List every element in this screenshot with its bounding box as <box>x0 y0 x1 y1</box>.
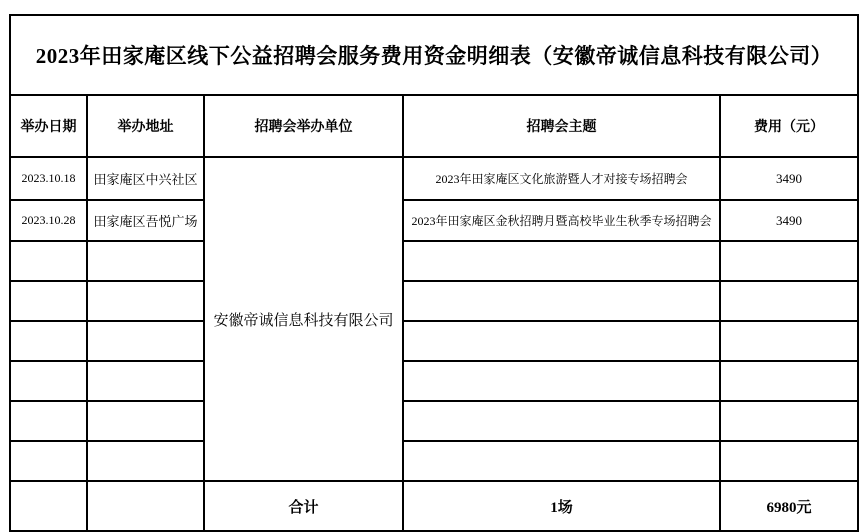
total-count-cell: 1场 <box>403 481 720 531</box>
empty-cell <box>720 281 858 321</box>
empty-cell <box>720 241 858 281</box>
theme-cell: 2023年田家庵区金秋招聘月暨高校毕业生秋季专场招聘会 <box>403 200 720 241</box>
total-row <box>10 481 858 531</box>
empty-cell <box>403 321 720 361</box>
total-label-cell: 合计 <box>204 481 403 531</box>
address-cell: 田家庵区中兴社区 <box>87 157 204 200</box>
address-cell: 田家庵区吾悦广场 <box>87 200 204 241</box>
empty-cell <box>87 321 204 361</box>
column-header-theme: 招聘会主题 <box>403 95 720 157</box>
empty-cell <box>403 361 720 401</box>
empty-cell <box>87 361 204 401</box>
fee-detail-table <box>9 14 859 532</box>
empty-cell <box>10 441 87 481</box>
empty-cell <box>87 241 204 281</box>
empty-cell <box>403 401 720 441</box>
organizer-cell: 安徽帝诚信息科技有限公司 <box>204 157 403 481</box>
empty-cell <box>10 401 87 441</box>
column-header-date: 举办日期 <box>10 95 87 157</box>
table-row <box>10 157 858 200</box>
title-row <box>10 15 858 95</box>
empty-cell <box>403 241 720 281</box>
fee-cell: 3490 <box>720 200 858 241</box>
empty-cell <box>87 441 204 481</box>
date-cell: 2023.10.28 <box>10 200 87 241</box>
empty-cell <box>403 281 720 321</box>
column-header-address: 举办地址 <box>87 95 204 157</box>
empty-cell <box>87 401 204 441</box>
empty-cell <box>10 321 87 361</box>
table-row <box>10 401 858 441</box>
column-header-fee: 费用（元） <box>720 95 858 157</box>
date-cell: 2023.10.18 <box>10 157 87 200</box>
column-header-organizer: 招聘会举办单位 <box>204 95 403 157</box>
empty-cell <box>87 481 204 531</box>
fee-cell: 3490 <box>720 157 858 200</box>
table-row <box>10 200 858 241</box>
total-fee-cell: 6980元 <box>720 481 858 531</box>
table-row <box>10 241 858 281</box>
empty-cell <box>403 441 720 481</box>
table-row <box>10 281 858 321</box>
theme-cell: 2023年田家庵区文化旅游暨人才对接专场招聘会 <box>403 157 720 200</box>
empty-cell <box>10 281 87 321</box>
empty-cell <box>720 401 858 441</box>
table-row <box>10 321 858 361</box>
empty-cell <box>10 241 87 281</box>
empty-cell <box>720 361 858 401</box>
header-row <box>10 95 858 157</box>
empty-cell <box>10 481 87 531</box>
table-row <box>10 361 858 401</box>
table-row <box>10 441 858 481</box>
empty-cell <box>720 441 858 481</box>
page-title: 2023年田家庵区线下公益招聘会服务费用资金明细表（安徽帝诚信息科技有限公司） <box>10 15 858 95</box>
empty-cell <box>720 321 858 361</box>
empty-cell <box>10 361 87 401</box>
empty-cell <box>87 281 204 321</box>
